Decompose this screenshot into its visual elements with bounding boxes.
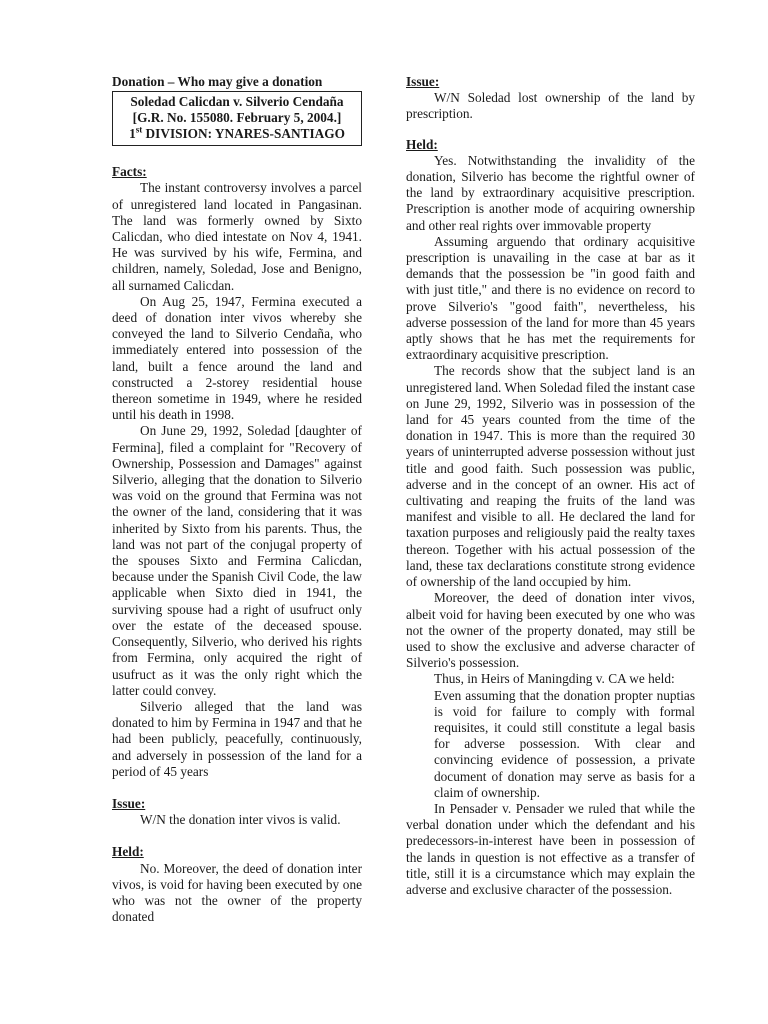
facts-paragraph-2: On Aug 25, 1947, Fermina executed a deed of donation inter vivos whereby she conveyed the land to Silverio Cendaña, who immediately entered into possession of the land, built a fence around the land and constructed a 2-storey residential house thereon sometime in 1949, where he resided until his death in 1998. — [112, 293, 362, 423]
held-2-paragraph-5: Thus, in Heirs of Maningding v. CA we held: — [434, 671, 675, 687]
division-ponente: DIVISION: YNARES-SANTIAGO — [142, 126, 345, 142]
case-division — [117, 126, 357, 142]
facts-paragraph-1: The instant controversy involves a parcel of unregistered land located in Pangasinan. The land was formerly owned by Sixto Calicdan, who died intestate on Nov 4, 1941. He was survived by his wife, Fermina, and children, namely, Soledad, Jose and Benigno, all surnamed Calicdan. — [112, 180, 362, 293]
held-1-text: No. Moreover, the deed of donation inter vivos, is void for having been executed by one who was not the owner of the property donated — [112, 860, 362, 925]
issue-1-heading: Issue: — [112, 795, 146, 811]
held-2-heading: Held: — [406, 136, 438, 152]
held-2-paragraph-1: Yes. Notwithstanding the invalidity of the donation, Silverio has become the rightful owner of the land by extraordinary acquisitive prescription. Prescription is another mode of acquiring ownership and other real rights over immovable property — [406, 152, 695, 233]
issue-2-heading: Issue: — [406, 74, 440, 89]
held-2-paragraph-2: Assuming arguendo that ordinary acquisitive prescription is unavailing in the case at bar as it demands that the possession be "in good faith and with just title," and there is no evidence on record to prove Silverio's "good faith", nevertheless, his adverse possession of the land for more than 45 years aptly shows that he has met the requirements for extraordinary acquisitive prescription. — [406, 233, 695, 363]
issue-1-text: W/N the donation inter vivos is valid. — [140, 812, 341, 828]
held-2-paragraph-4: Moreover, the deed of donation inter vivos, albeit void for having been executed by one who was not the owner of the property donated, may still be used to show the exclusive and adverse character of Silverio's possession. — [406, 590, 695, 671]
issue-2-text: W/N Soledad lost ownership of the land by prescription. — [406, 90, 695, 122]
right-column — [406, 74, 695, 898]
held-2-paragraph-3: The records show that the subject land is an unregistered land. When Soledad filed the instant case on June 29, 1992, Silverio was in possession of the land for 45 years counted from the time of the donation in 1947. This is more than the required 30 years of uninterrupted adverse possession without just title and good faith. Such possession was public, adverse and in the concept of an owner. His act of cultivating and reaping the fruits of the land was manifest and visible to all. He declared the land for taxation purposes and religiously paid the realty taxes thereon. Together with his actual possession of the land, these tax declarations constitute strong evidence of ownership of the land occupied by him. — [406, 363, 695, 590]
held-2-closing-paragraph: In Pensader v. Pensader we ruled that while the verbal donation under which the defendant and his predecessors-in-interest have been in possession of the lands in question is not effective as a transfer of title, still it is a circumstance which may explain the adverse and exclusive character of the possession. — [406, 800, 695, 897]
case-citation: [G.R. No. 155080. February 5, 2004.] — [132, 110, 342, 126]
division-number: 1 — [129, 126, 136, 142]
document-title: Donation – Who may give a donation — [112, 74, 323, 89]
case-name: Soledad Calicdan v. Silverio Cendaña — [130, 94, 344, 110]
facts-paragraph-4: Silverio alleged that the land was donated to him by Fermina in 1947 and that he had been publicly, peacefully, continuously, and adversely in possession of the land for a period of 45 years — [112, 698, 362, 779]
held-1-heading: Held: — [112, 844, 144, 860]
case-caption-box — [112, 91, 362, 146]
quoted-ruling: Even assuming that the donation propter nuptias is void for failure to comply with formal requisites, it could still constitute a legal basis for adverse possession. With clear and convincing evidence of possession, a private document of donation may serve as basis for a claim of ownership. — [434, 687, 695, 800]
facts-heading: Facts: — [112, 164, 147, 180]
division-ordinal: st — [135, 124, 143, 135]
facts-paragraph-3: On June 29, 1992, Soledad [daughter of Fermina], filed a complaint for "Recovery of Ownership, Possession and Damages" against Silverio, alleging that the donation to Silverio was void on the ground that Fermina was not the owner of the land, considering that it was inherited by Sixto from his parents. Thus, the land was not part of the conjugal property of the spouses Sixto and Fermina Calicdan, because under the Spanish Civil Code, the law applicable when Sixto died in 1941, the surviving spouse had a right of usufruct only over the estate of the deceased spouse. Consequently, Silverio, who derived his rights from Fermina, only acquired the right of usufruct as it was the only right which the latter could convey. — [112, 423, 362, 698]
left-column — [112, 74, 362, 925]
